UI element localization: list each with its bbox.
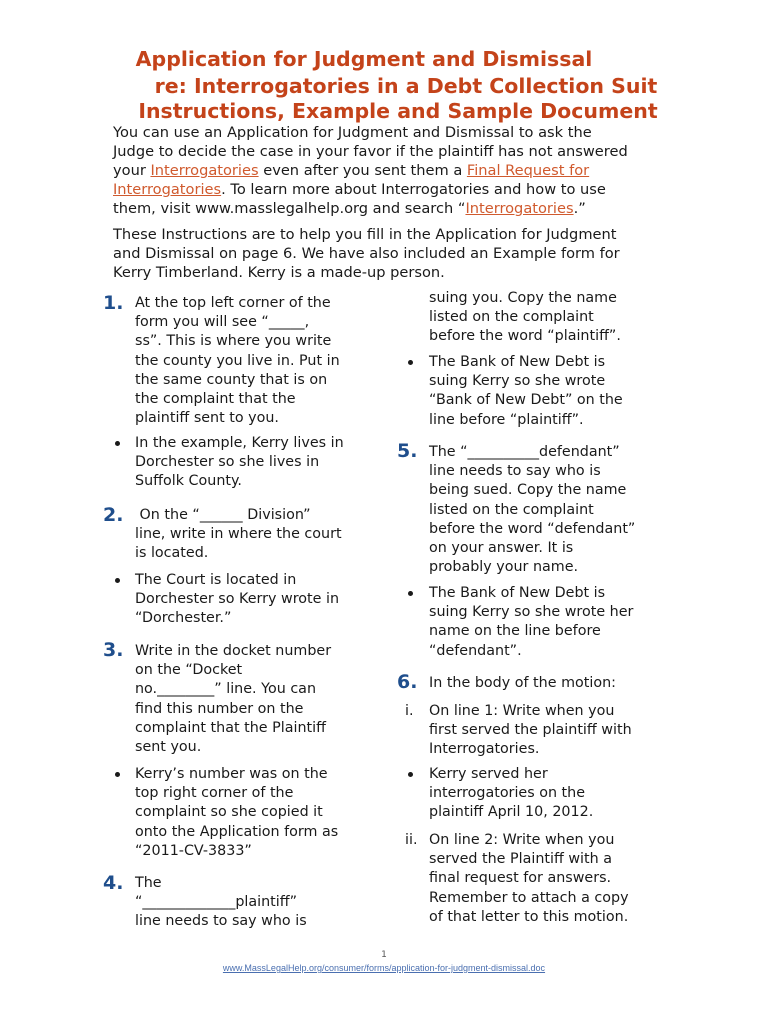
- text-line: before the word “defendant”: [429, 520, 636, 537]
- step-5-example: [429, 584, 633, 661]
- intro-paragraph-1: [113, 123, 653, 218]
- text-line: The Bank of New Debt is: [429, 585, 606, 601]
- text-line: suing Kerry so she wrote her: [429, 604, 634, 621]
- text-line: the same county that is on: [135, 371, 328, 388]
- footer-url-link[interactable]: www.MassLegalHelp.org/consumer/forms/application-for-judgment-dismissal.doc: [222, 963, 546, 973]
- text-line: line before “plaintiff”.: [429, 411, 584, 428]
- search-interrogatories-link[interactable]: Interrogatories: [465, 200, 574, 217]
- intro-text: Judge to decide the case in your favor if the plaintiff has not answered: [113, 143, 628, 160]
- text-line: listed on the complaint: [429, 309, 594, 326]
- text-line: sent you.: [135, 739, 202, 756]
- bullet-dot: [115, 441, 120, 446]
- text-line: Kerry served her: [429, 766, 548, 782]
- text-line: top right corner of the: [135, 785, 294, 802]
- page-number: 1: [381, 950, 387, 960]
- intro-text: .”: [573, 200, 586, 217]
- text-line: The: [135, 875, 162, 891]
- text-line: suing Kerry so she wrote: [429, 373, 606, 390]
- step-5-text: [429, 443, 635, 577]
- text-line: The Bank of New Debt is: [429, 354, 606, 370]
- step-6-example: [429, 765, 593, 823]
- text-line: “defendant”.: [429, 642, 522, 659]
- intro-text: Kerry Timberland. Kerry is a made-up person.: [113, 264, 445, 281]
- intro-text: These Instructions are to help you fill in the Application for Judgment: [113, 226, 617, 243]
- step-1-text: [135, 294, 340, 428]
- text-line: “2011-CV-3833”: [135, 842, 252, 859]
- step-3-number: 3.: [103, 639, 124, 661]
- step-4-text: [135, 874, 307, 932]
- final-request-link-cont[interactable]: Interrogatories: [113, 181, 222, 198]
- text-line: interrogatories on the: [429, 785, 586, 802]
- text-line: line needs to say who is: [429, 463, 601, 480]
- title-line-3: Instructions, Example and Sample Document: [138, 99, 658, 123]
- text-line: being sued. Copy the name: [429, 482, 627, 499]
- text-line: the county you live in. Put in: [135, 352, 340, 369]
- text-line: form you will see “_____,: [135, 314, 310, 331]
- step-4-continued: [429, 289, 621, 347]
- text-line: onto the Application form as: [135, 823, 339, 840]
- text-line: plaintiff sent to you.: [135, 410, 279, 427]
- text-line: Dorchester so Kerry wrote in: [135, 591, 340, 608]
- step-4-example: [429, 353, 623, 430]
- text-line: plaintiff April 10, 2012.: [429, 804, 594, 821]
- final-request-link[interactable]: Final Request for: [466, 162, 590, 179]
- text-line: Write in the docket number: [135, 643, 332, 659]
- text-line: complaint that the Plaintiff: [135, 719, 326, 736]
- text-line: On the “______ Division”: [135, 507, 311, 523]
- step-3-text: [135, 642, 331, 757]
- bullet-dot: [408, 591, 413, 596]
- text-line: On line 2: Write when you: [429, 832, 615, 848]
- text-line: Suffolk County.: [135, 473, 242, 490]
- step-1-example: [135, 434, 344, 492]
- text-line: The Court is located in: [135, 572, 297, 588]
- text-line: “Bank of New Debt” on the: [429, 392, 623, 409]
- text-line: suing you. Copy the name: [429, 290, 617, 306]
- intro-text: . To learn more about Interrogatories and how to use: [221, 181, 606, 198]
- step-2-example: [135, 571, 339, 629]
- step-5-number: 5.: [397, 440, 418, 462]
- text-line: Interrogatories.: [429, 741, 540, 758]
- text-line: final request for answers.: [429, 870, 612, 887]
- intro-text: You can use an Application for Judgment and Dismissal to ask the: [113, 124, 592, 141]
- text-line: probably your name.: [429, 559, 579, 576]
- text-line: line, write in where the court: [135, 526, 342, 543]
- roman-ii-label: ii.: [405, 832, 418, 848]
- text-line: first served the plaintiff with: [429, 722, 632, 739]
- intro-text: your: [113, 162, 151, 179]
- text-line: At the top left corner of the: [135, 295, 331, 311]
- text-line: Remember to attach a copy: [429, 889, 629, 906]
- bullet-dot: [115, 578, 120, 583]
- text-line: line needs to say who is: [135, 913, 307, 930]
- roman-i-label: i.: [405, 703, 414, 719]
- text-line: name on the line before: [429, 623, 601, 640]
- intro-paragraph-2: [113, 225, 653, 282]
- intro-text: them, visit www.masslegalhelp.org and search “: [113, 200, 466, 217]
- step-6-number: 6.: [397, 671, 418, 693]
- text-line: Kerry’s number was on the: [135, 766, 328, 782]
- text-line: on the “Docket: [135, 662, 243, 679]
- text-line: The “__________defendant”: [429, 444, 620, 460]
- text-line: before the word “plaintiff”.: [429, 328, 621, 345]
- text-line: find this number on the: [135, 700, 304, 717]
- intro-text: and Dismissal on page 6. We have also included an Example form for: [113, 245, 620, 262]
- step-4-number: 4.: [103, 872, 124, 894]
- text-line: Dorchester so she lives in: [135, 454, 320, 471]
- bullet-dot: [408, 772, 413, 777]
- text-line: On line 1: Write when you: [429, 703, 615, 719]
- title-line-1: Application for Judgment and Dismissal: [135, 47, 593, 71]
- text-line: “Dorchester.”: [135, 610, 232, 627]
- step-1-number: 1.: [103, 292, 124, 314]
- interrogatories-link[interactable]: Interrogatories: [150, 162, 259, 179]
- text-line: served the Plaintiff with a: [429, 851, 613, 868]
- text-line: no.________” line. You can: [135, 681, 317, 698]
- text-line: is located.: [135, 545, 209, 562]
- step-6-item-i: [429, 702, 632, 760]
- text-line: ss”. This is where you write: [135, 333, 332, 350]
- bullet-dot: [115, 772, 120, 777]
- title-line-2: re: Interrogatories in a Debt Collection Suit: [154, 74, 658, 98]
- intro-text: even after you sent them a: [258, 162, 467, 179]
- text-line: on your answer. It is: [429, 540, 574, 557]
- step-6-item-ii: [429, 831, 629, 927]
- text-line: In the example, Kerry lives in: [135, 435, 344, 451]
- text-line: listed on the complaint: [429, 501, 594, 518]
- step-3-example: [135, 765, 338, 861]
- step-6-text: In the body of the motion:: [429, 675, 616, 691]
- bullet-dot: [408, 360, 413, 365]
- text-line: the complaint that the: [135, 391, 296, 408]
- text-line: complaint so she copied it: [135, 804, 323, 821]
- step-2-text: [135, 506, 342, 564]
- step-2-number: 2.: [103, 504, 124, 526]
- text-line: “_____________plaintiff”: [135, 894, 298, 911]
- text-line: of that letter to this motion.: [429, 908, 629, 925]
